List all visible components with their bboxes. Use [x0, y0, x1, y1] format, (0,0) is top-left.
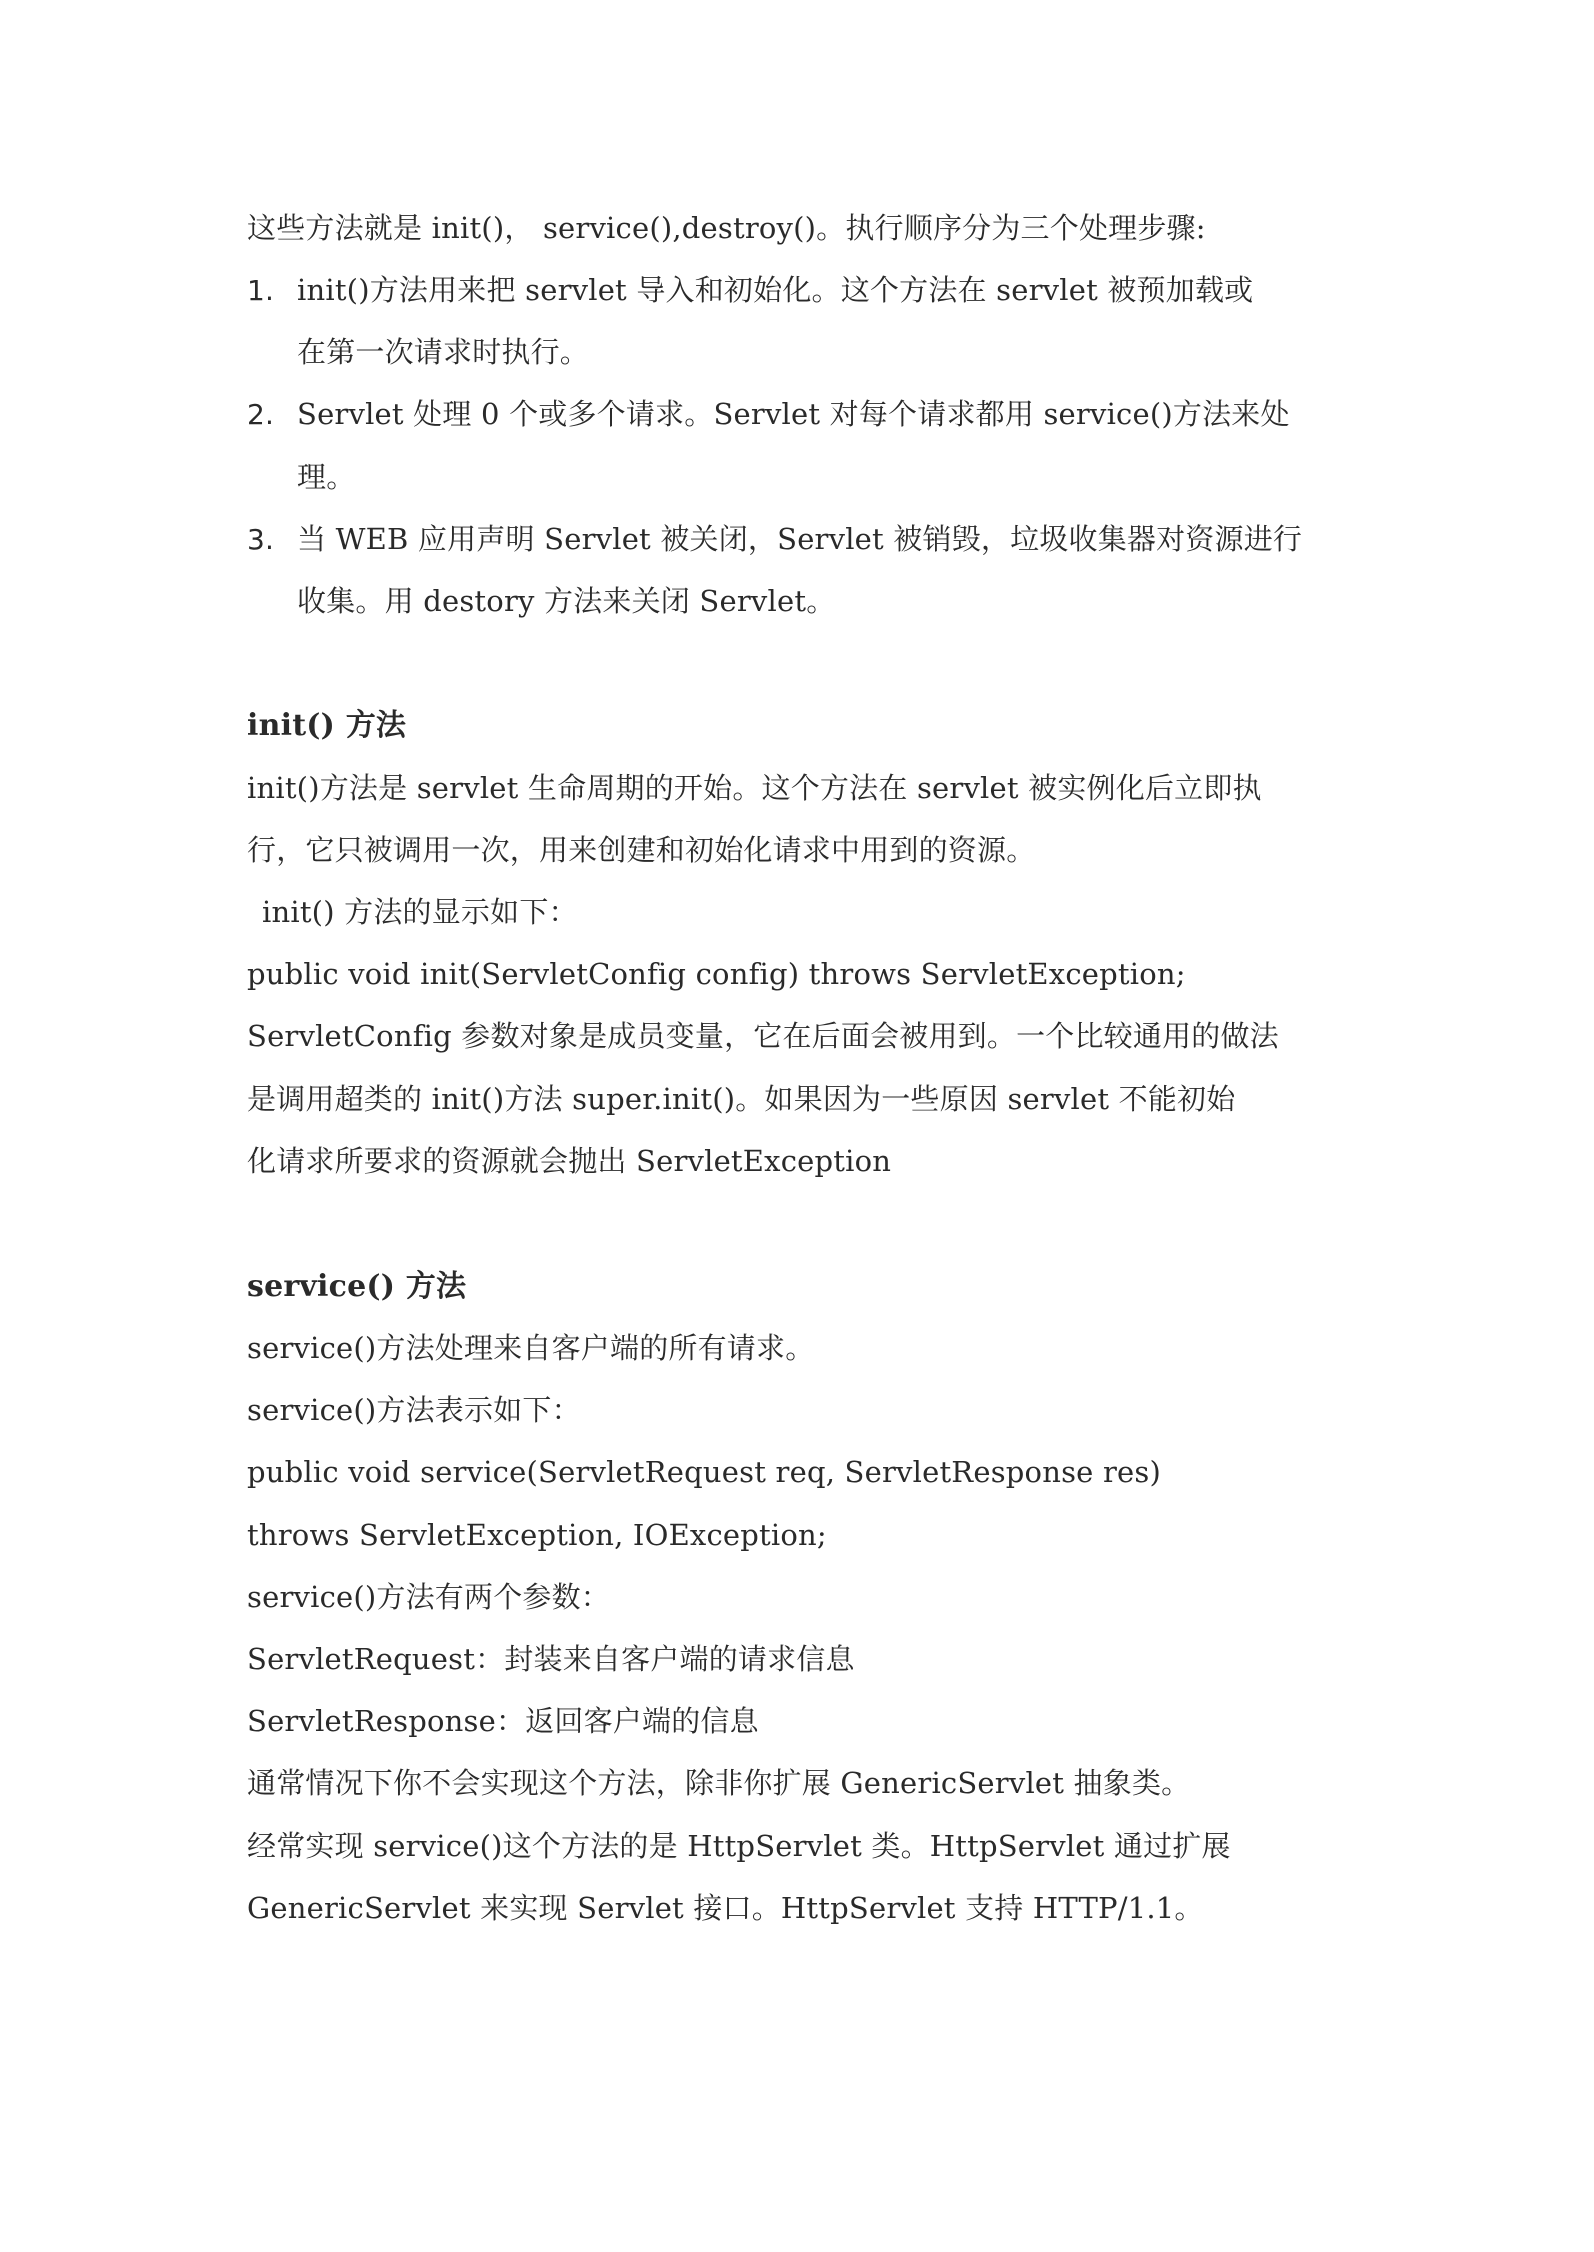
service-line: 经常实现 service()这个方法的是 HttpServlet 类。HttpServlet 通过扩展	[247, 1829, 1231, 1863]
step-1-line-1	[247, 273, 1254, 307]
service-line: service()方法表示如下：	[247, 1393, 581, 1427]
step-2-line-1	[247, 397, 1290, 431]
service-signature-line: public void service(ServletRequest req, ServletResponse res)	[247, 1455, 1161, 1489]
init-signature-line: public void init(ServletConfig config) throws ServletException;	[247, 957, 1186, 991]
step-3-number: 3.	[247, 523, 275, 556]
init-line: init()方法是 servlet 生命周期的开始。这个方法在 servlet 被实例化后立即执	[247, 771, 1262, 805]
service-line: GenericServlet 来实现 Servlet 接口。HttpServlet 支持 HTTP/1.1。	[247, 1891, 1204, 1925]
service-line: ServletRequest：封装来自客户端的请求信息	[247, 1642, 855, 1676]
service-throws-line: throws ServletException, IOException;	[247, 1518, 827, 1552]
init-line: 是调用超类的 init()方法 super.init()。如果因为一些原因 servlet 不能初始	[247, 1082, 1236, 1116]
service-heading: service() 方法	[247, 1269, 467, 1304]
service-line: ServletResponse：返回客户端的信息	[247, 1704, 759, 1738]
service-line: 通常情况下你不会实现这个方法，除非你扩展 GenericServlet 抽象类。	[247, 1766, 1191, 1800]
intro-text: 这些方法就是 init()， service(),destroy()。执行顺序分为三个处理步骤:	[247, 211, 1206, 245]
service-line: service()方法处理来自客户端的所有请求。	[247, 1331, 815, 1365]
step-2-number: 2.	[247, 398, 275, 431]
init-line: 化请求所要求的资源就会抛出 ServletException	[247, 1144, 892, 1178]
step-1-line-2: 在第一次请求时执行。	[297, 335, 590, 369]
init-line: ServletConfig 参数对象是成员变量，它在后面会被用到。一个比较通用的做法	[247, 1019, 1279, 1053]
step-1-text: init()方法用来把 servlet 导入和初始化。这个方法在 servlet 被预加载或	[297, 273, 1254, 307]
step-2-line-2: 理。	[297, 460, 356, 494]
step-3-line-2: 收集。用 destory 方法来关闭 Servlet。	[297, 584, 836, 618]
step-3-line-1	[247, 522, 1303, 556]
service-line: service()方法有两个参数：	[247, 1580, 610, 1614]
step-2-text: Servlet 处理 0 个或多个请求。Servlet 对每个请求都用 service()方法来处	[297, 397, 1290, 431]
init-line: 行，它只被调用一次，用来创建和初始化请求中用到的资源。	[247, 833, 1036, 867]
step-1-number: 1.	[247, 274, 275, 307]
init-line: init() 方法的显示如下：	[262, 895, 578, 929]
step-3-text: 当 WEB 应用声明 Servlet 被关闭，Servlet 被销毁，垃圾收集器对资源进行	[297, 522, 1303, 556]
init-heading: init() 方法	[247, 708, 407, 743]
